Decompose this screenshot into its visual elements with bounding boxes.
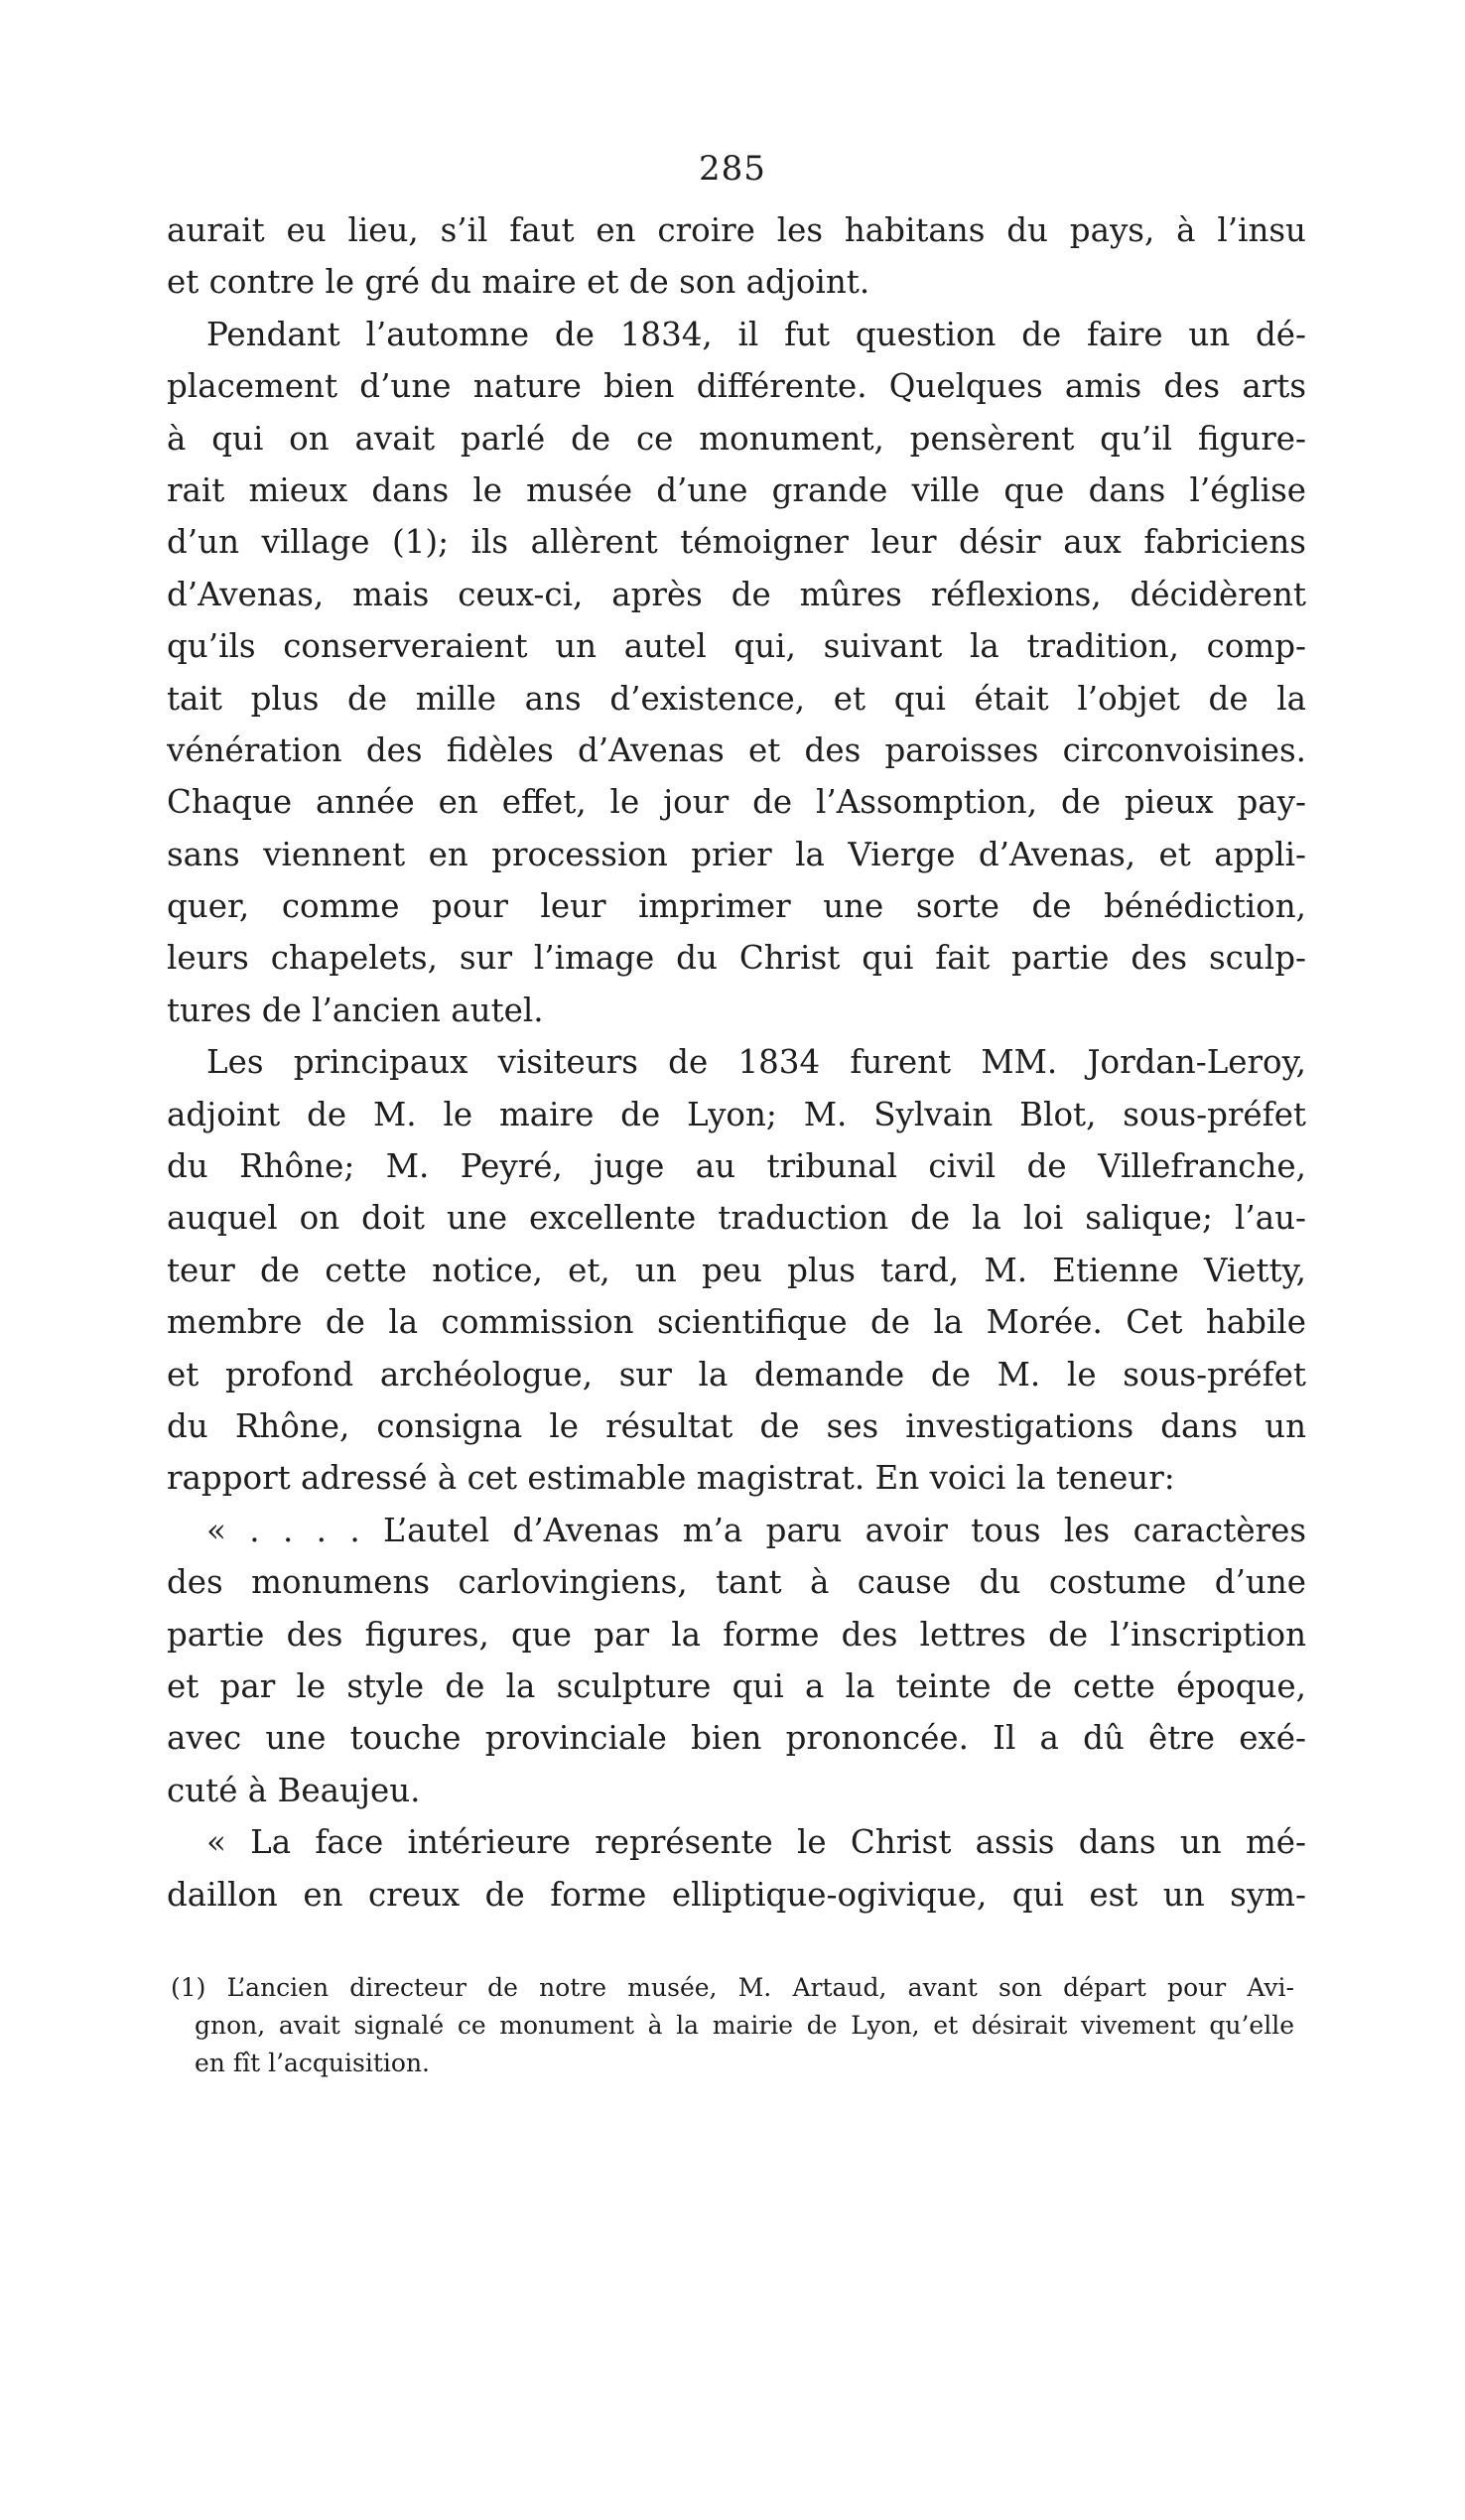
text-line: sans viennent en procession prier la Vierge d’Avenas, et appli- — [167, 835, 1306, 873]
paragraph-start-line: Les principaux visiteurs de 1834 furent MM. Jordan-Leroy, — [206, 1043, 1306, 1082]
text-line: Chaque année en effet, le jour de l’Assomption, de pieux pay- — [167, 783, 1306, 822]
text-line: d’un village (1); ils allèrent témoigner leur désir aux fabriciens — [167, 523, 1306, 562]
text-line: adjoint de M. le maire de Lyon; M. Sylvain Blot, sous-préfet — [167, 1095, 1306, 1133]
text-line: auquel on doit une excellente traduction de la loi salique; l’au- — [167, 1199, 1306, 1238]
text-line: des monumens carlovingiens, tant à cause du costume d’une — [167, 1563, 1306, 1602]
footnote — [171, 1969, 1294, 2082]
footnote-line: gnon, avait signalé ce monument à la mairie de Lyon, et désirait vivement qu’elle — [195, 2011, 1294, 2040]
text-line: aurait eu lieu, s’il faut en croire les habitans du pays, à l’insu — [167, 211, 1306, 249]
text-line: avec une touche provinciale bien prononcée. Il a dû être exé- — [167, 1719, 1306, 1758]
text-line: placement d’une nature bien différente. Quelques amis des arts — [167, 367, 1306, 406]
quote-start-line: « . . . . L’autel d’Avenas m’a paru avoir tous les caractères — [206, 1511, 1306, 1549]
text-line: membre de la commission scientifique de la Morée. Cet habile — [167, 1303, 1306, 1342]
text-line: du Rhône, consigna le résultat de ses investigations dans un — [167, 1406, 1306, 1445]
text-line: et par le style de la sculpture qui a la teinte de cette époque, — [167, 1666, 1306, 1705]
text-line: partie des figures, que par la forme des lettres de l’inscription — [167, 1615, 1306, 1654]
text-line: et contre le gré du maire et de son adjoint. — [167, 263, 870, 302]
text-line: à qui on avait parlé de ce monument, pensèrent qu’il figure- — [167, 419, 1306, 458]
footnote-line: (1) L’ancien directeur de notre musée, M. Artaud, avant son départ pour Avi- — [171, 1973, 1294, 2002]
text-line: qu’ils conserveraient un autel qui, suivant la tradition, comp- — [167, 627, 1306, 666]
text-line: quer, comme pour leur imprimer une sorte de bénédiction, — [167, 887, 1306, 926]
text-line: tures de l’ancien autel. — [167, 991, 544, 1029]
text-line: vénération des fidèles d’Avenas et des paroisses circonvoisines. — [167, 730, 1306, 769]
text-line: cuté à Beaujeu. — [167, 1771, 421, 1809]
quote-start-line: « La face intérieure représente le Christ assis dans un mé- — [206, 1823, 1306, 1862]
text-line: du Rhône; M. Peyré, juge au tribunal civil de Villefranche, — [167, 1147, 1306, 1186]
page-number: 285 — [699, 149, 766, 189]
text-line: tait plus de mille ans d’existence, et qui était l’objet de la — [167, 679, 1306, 718]
text-line: rait mieux dans le musée d’une grande ville que dans l’église — [167, 470, 1306, 509]
paragraph-start-line: Pendant l’automne de 1834, il fut question de faire un dé- — [206, 315, 1306, 353]
text-line: teur de cette notice, et, un peu plus tard, M. Etienne Vietty, — [167, 1251, 1306, 1289]
text-line: rapport adressé à cet estimable magistrat. En voici la teneur: — [167, 1459, 1175, 1498]
footnote-line: en fît l’acquisition. — [195, 2049, 430, 2077]
body-text — [167, 204, 1306, 1921]
text-line: daillon en creux de forme elliptique-ogivique, qui est un sym- — [167, 1875, 1306, 1914]
text-line: et profond archéologue, sur la demande de M. le sous-préfet — [167, 1355, 1306, 1393]
text-line: leurs chapelets, sur l’image du Christ qui fait partie des sculp- — [167, 939, 1306, 978]
text-line: d’Avenas, mais ceux-ci, après de mûres réflexions, décidèrent — [167, 575, 1306, 613]
